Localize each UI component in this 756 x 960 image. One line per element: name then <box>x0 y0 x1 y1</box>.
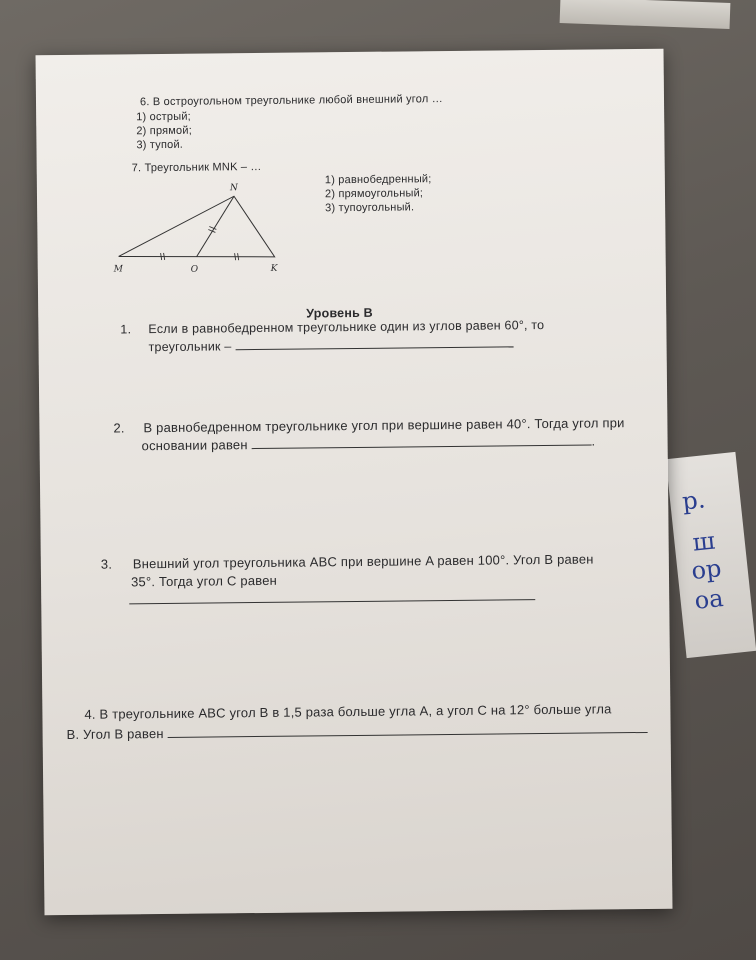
b1-answer-line[interactable] <box>235 335 513 350</box>
label-n: N <box>229 183 238 194</box>
b3-number: 3. <box>100 556 113 572</box>
b1-line-2-text: треугольник – <box>148 339 232 355</box>
q6-option-1: 1) острый; <box>136 110 191 124</box>
q7-title: 7. Треугольник MNK – … <box>131 160 262 175</box>
q6-option-3: 3) тупой. <box>136 138 184 152</box>
side-ink-3: ор <box>690 554 723 586</box>
b3-line-2: 35°. Тогда угол C равен <box>130 572 278 590</box>
triangle-mnk-figure <box>112 178 304 330</box>
q7-option-3: 3) тупоугольный. <box>325 201 415 215</box>
side-ink-1: р. <box>680 485 707 516</box>
b2-line-2-text: основании равен <box>141 437 248 454</box>
b4-answer-line[interactable] <box>167 721 647 738</box>
b2-line-2-end: . <box>591 433 596 449</box>
b3-answer-line[interactable] <box>129 588 535 604</box>
b1-line-2 <box>148 335 513 354</box>
b2-line-2 <box>142 433 596 453</box>
b4-line-1: 4. В треугольнике ABC угол B в 1,5 раза больше угла A, а угол C на 12° больше угла <box>84 701 612 722</box>
q6-title: 6. В остроугольном треугольнике любой внешний угол … <box>139 93 443 109</box>
label-m: M <box>113 264 124 275</box>
b4-line-2-text: B. Угол B равен <box>66 726 164 743</box>
b2-answer-line[interactable] <box>251 434 591 450</box>
q7-option-2: 2) прямоугольный; <box>324 187 424 201</box>
desk-object <box>560 0 731 29</box>
label-o: O <box>190 264 199 275</box>
side-paper <box>666 452 756 658</box>
b2-line-1: В равнобедренном треугольнике угол при вершине равен 40°. Тогда угол при <box>143 415 625 436</box>
b3-line-1: Внешний угол треугольника ABC при вершине A равен 100°. Угол B равен <box>132 551 594 572</box>
side-ink-2: ш <box>691 526 717 557</box>
b4-line-2 <box>67 721 648 742</box>
side-ink-4: оа <box>693 584 725 615</box>
label-k: K <box>270 263 278 274</box>
q7-option-1: 1) равнобедренный; <box>324 173 432 187</box>
q6-option-2: 2) прямой; <box>136 124 192 138</box>
b1-number: 1. <box>120 322 132 337</box>
b1-line-1: Если в равнобедренном треугольнике один из углов равен 60°, то <box>148 317 545 337</box>
worksheet-page <box>36 49 673 916</box>
level-heading: Уровень В <box>306 305 373 321</box>
b2-number: 2. <box>113 420 125 436</box>
